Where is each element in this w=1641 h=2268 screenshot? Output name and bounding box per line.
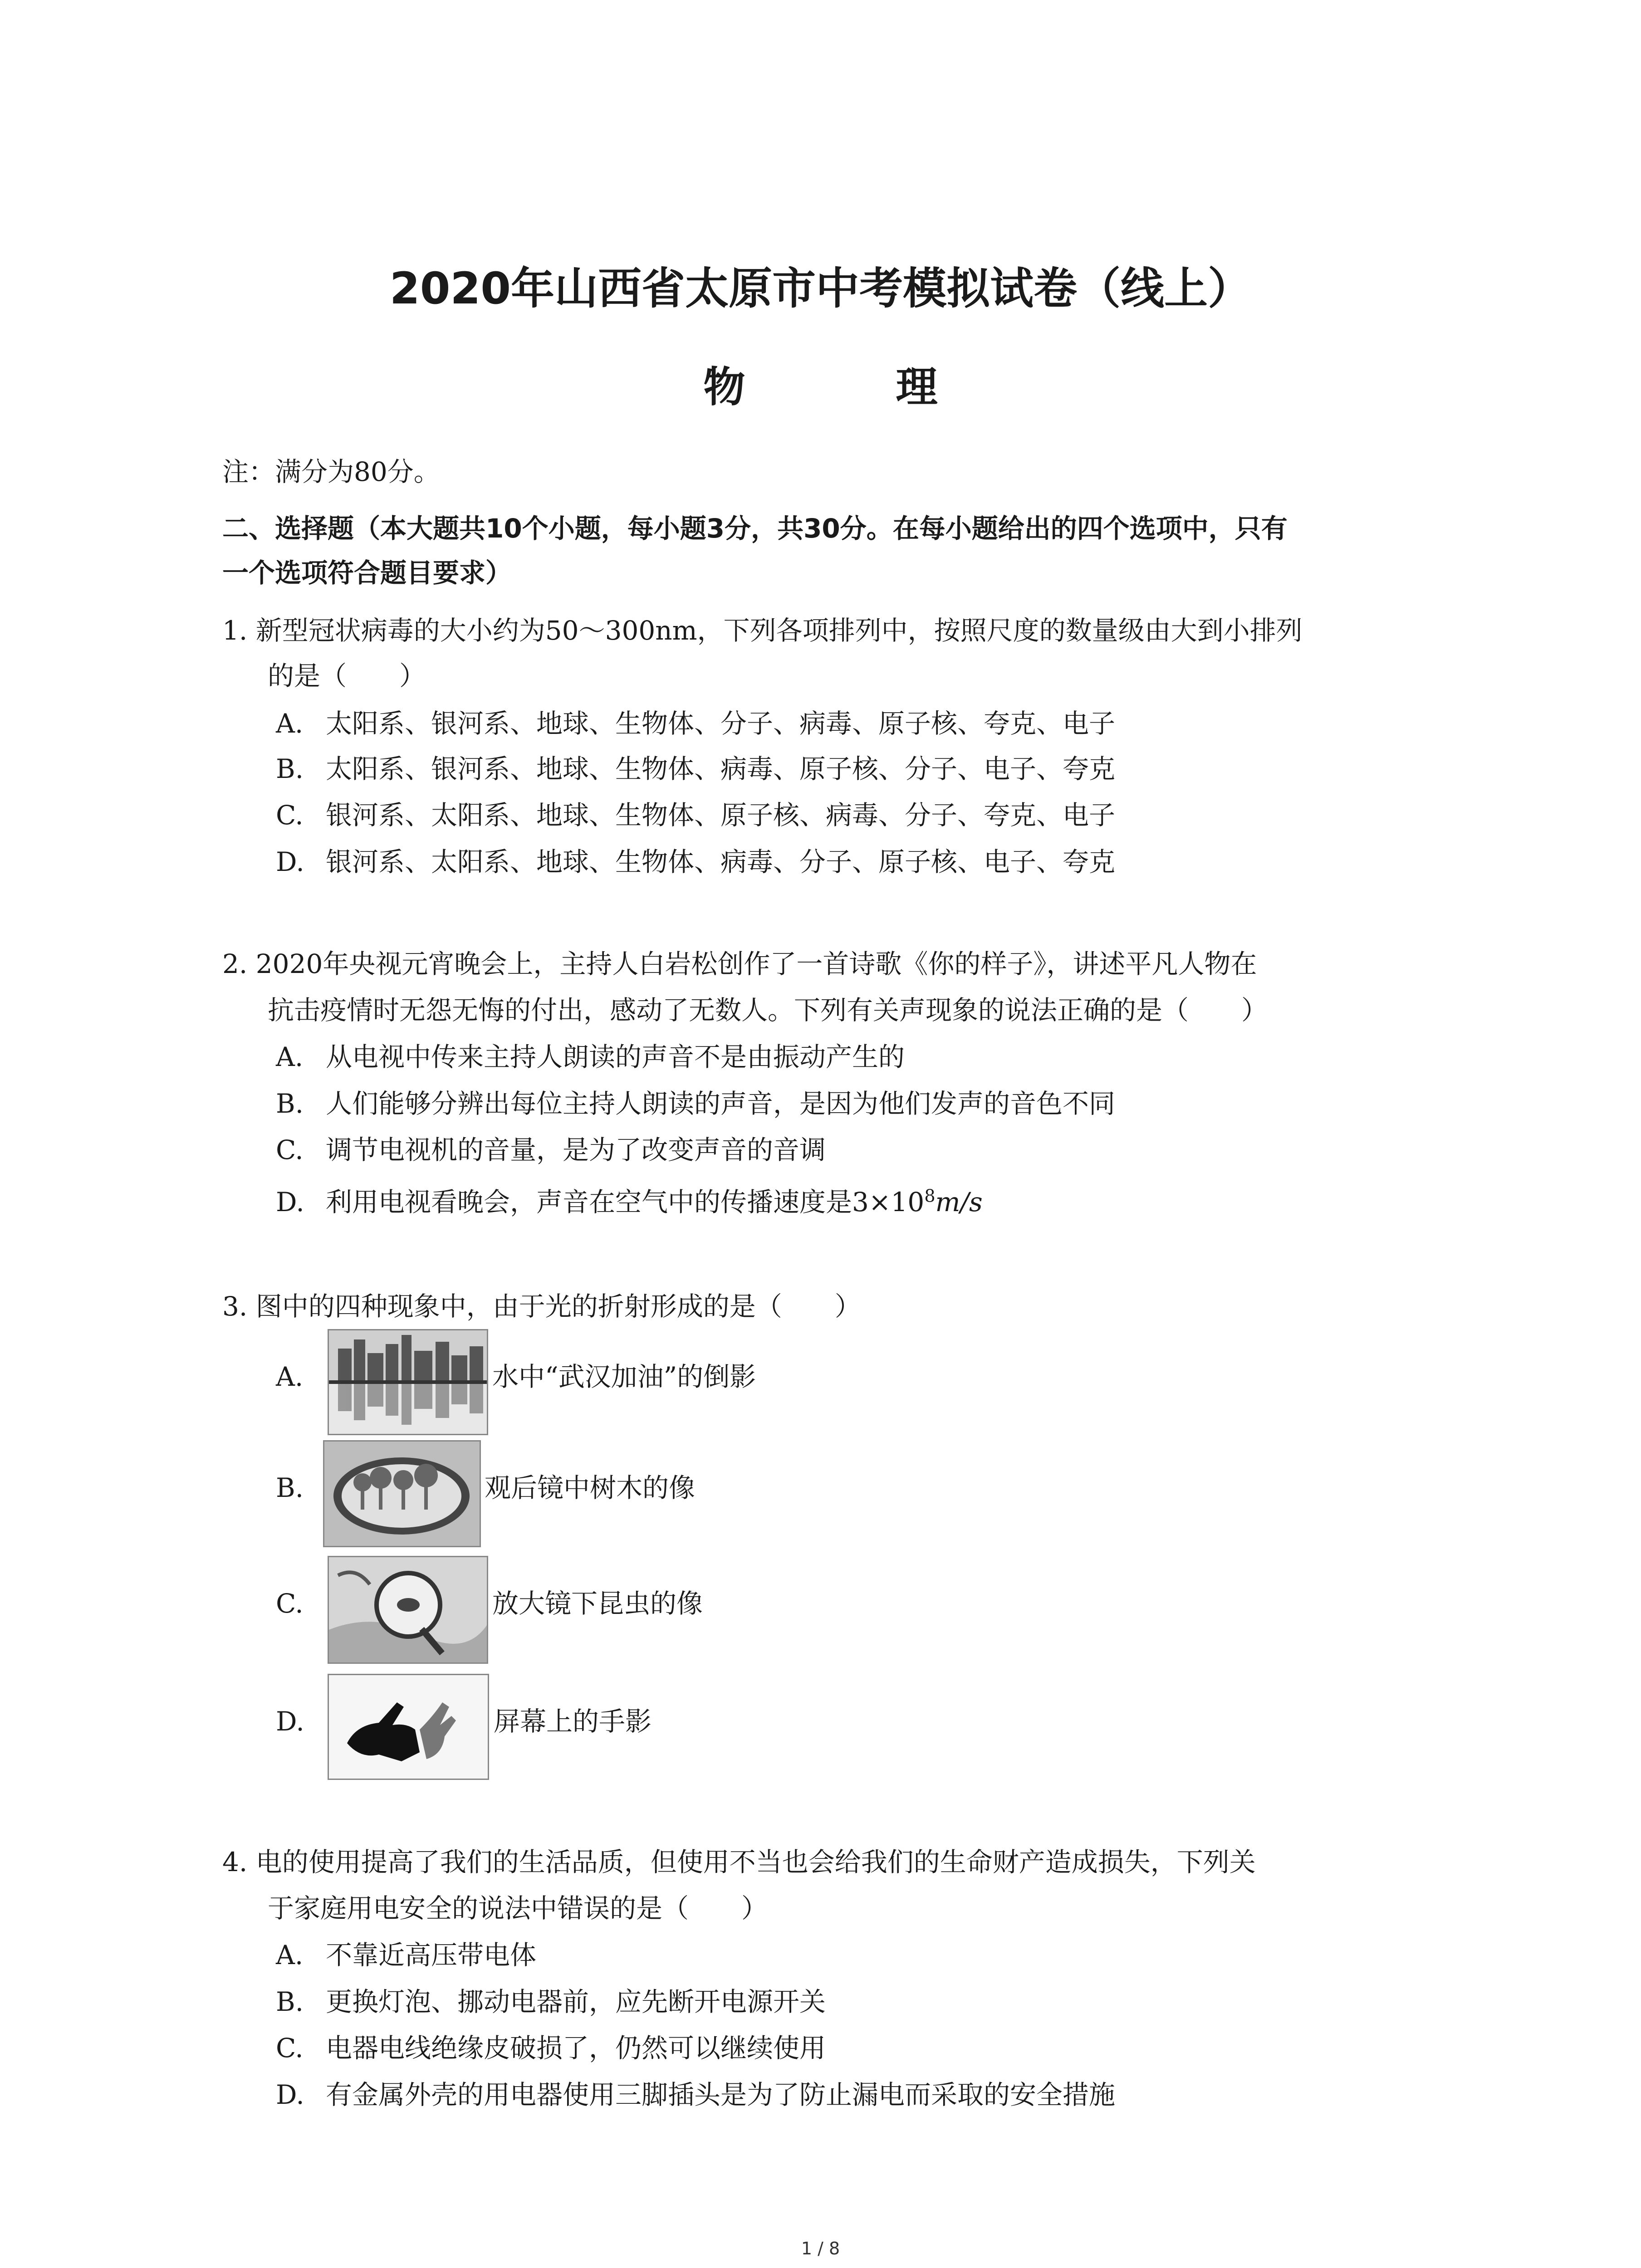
question-1-option-d — [276, 846, 1115, 878]
option-text: 太阳系、银河系、地球、生物体、病毒、原子核、分子、电子、夸克 — [326, 753, 1116, 784]
rearview-mirror-image — [323, 1440, 481, 1547]
question-1-option-a — [276, 708, 1115, 739]
option-text: 银河系、太阳系、地球、生物体、病毒、分子、原子核、电子、夸克 — [326, 846, 1116, 877]
question-4-line1: 4. 电的使用提高了我们的生活品质，但使用不当也会给我们的生命财产造成损失，下列关 — [222, 1847, 1256, 1877]
hand-shadow-image — [328, 1674, 489, 1780]
question-3-option-c-label: C. — [276, 1588, 304, 1619]
question-3-option-b-label: B. — [276, 1472, 304, 1503]
question-1-option-c — [276, 799, 1115, 831]
question-2-option-d — [276, 1186, 983, 1218]
option-text: 利用电视看晚会，声音在空气中的传播速度是3×10 — [326, 1187, 925, 1217]
option-text: 电器电线绝缘皮破损了，仍然可以继续使用 — [326, 2033, 826, 2063]
question-3-option-c-text: 放大镜下昆虫的像 — [492, 1588, 703, 1619]
question-4-line2: 于家庭用电安全的说法中错误的是（ ） — [268, 1893, 768, 1924]
exam-title: 2020年山西省太原市中考模拟试卷（线上） — [389, 263, 1252, 314]
question-3-option-b-text: 观后镜中树木的像 — [485, 1472, 696, 1503]
mirror-icon — [324, 1442, 480, 1546]
question-2-line1: 2. 2020年央视元宵晚会上，主持人白岩松创作了一首诗歌《你的样子》，讲述平凡人物在 — [222, 948, 1257, 979]
magnifier-icon — [329, 1557, 487, 1662]
question-3-line1: 3. 图中的四种现象中，由于光的折射形成的是（ ） — [222, 1291, 861, 1322]
option-label: B. — [276, 1088, 304, 1119]
option-label: A. — [276, 708, 304, 739]
option-text: 银河系、太阳系、地球、生物体、原子核、病毒、分子、夸克、电子 — [326, 800, 1116, 831]
option-label: D. — [276, 2079, 304, 2110]
city-reflection-icon — [329, 1330, 487, 1434]
score-note: 注：满分为80分。 — [222, 456, 440, 487]
page-number: 1 / 8 — [801, 2239, 840, 2258]
question-1-line2: 的是（ ） — [268, 660, 426, 691]
exponent: 8 — [924, 1186, 936, 1206]
option-label: A. — [276, 1041, 304, 1072]
question-1-line1: 1. 新型冠状病毒的大小约为50～300nm，下列各项排列中，按照尺度的数量级由大到小排列 — [222, 615, 1303, 646]
section-heading-line2: 一个选项符合题目要求） — [222, 557, 512, 588]
option-label: A. — [276, 1940, 304, 1970]
question-3-option-d-text: 屏幕上的手影 — [494, 1706, 652, 1737]
option-text: 人们能够分辨出每位主持人朗读的声音，是因为他们发声的音色不同 — [326, 1088, 1116, 1119]
city-reflection-image — [328, 1329, 488, 1435]
question-1-option-b — [276, 753, 1115, 785]
question-2-line2: 抗击疫情时无怨无悔的付出，感动了无数人。下列有关声现象的说法正确的是（ ） — [268, 995, 1268, 1026]
magnifier-insect-image — [328, 1556, 488, 1664]
question-4-option-d — [276, 2079, 1115, 2111]
option-label: B. — [276, 753, 304, 784]
question-2-option-c — [276, 1134, 826, 1166]
exam-subject: 物 理 — [703, 363, 1006, 411]
question-2-option-a — [276, 1041, 905, 1073]
option-label: D. — [276, 1187, 304, 1217]
question-4-option-c — [276, 2032, 826, 2064]
option-text: 从电视中传来主持人朗读的声音不是由振动产生的 — [326, 1041, 905, 1072]
hand-shadow-icon — [329, 1675, 488, 1779]
option-label: D. — [276, 846, 304, 877]
question-3-option-a-text: 水中“武汉加油”的倒影 — [492, 1361, 756, 1392]
option-label: C. — [276, 1134, 304, 1165]
option-label: B. — [276, 1986, 304, 2017]
option-text: 有金属外壳的用电器使用三脚插头是为了防止漏电而采取的安全措施 — [326, 2079, 1116, 2110]
question-3-option-d-label: D. — [276, 1706, 304, 1737]
question-3-option-a-label: A. — [276, 1361, 304, 1392]
question-2-option-b — [276, 1088, 1115, 1119]
option-label: C. — [276, 2033, 304, 2063]
unit: m/s — [935, 1187, 983, 1217]
option-text: 更换灯泡、挪动电器前，应先断开电源开关 — [326, 1986, 826, 2017]
section-heading-line1: 二、选择题（本大题共10个小题，每小题3分，共30分。在每小题给出的四个选项中，只有 — [222, 513, 1288, 544]
option-text: 不靠近高压带电体 — [326, 1940, 537, 1970]
option-text: 调节电视机的音量，是为了改变声音的音调 — [326, 1134, 826, 1165]
question-4-option-a — [276, 1939, 536, 1971]
option-text: 太阳系、银河系、地球、生物体、分子、病毒、原子核、夸克、电子 — [326, 708, 1116, 739]
question-4-option-b — [276, 1986, 826, 2018]
option-label: C. — [276, 800, 304, 831]
